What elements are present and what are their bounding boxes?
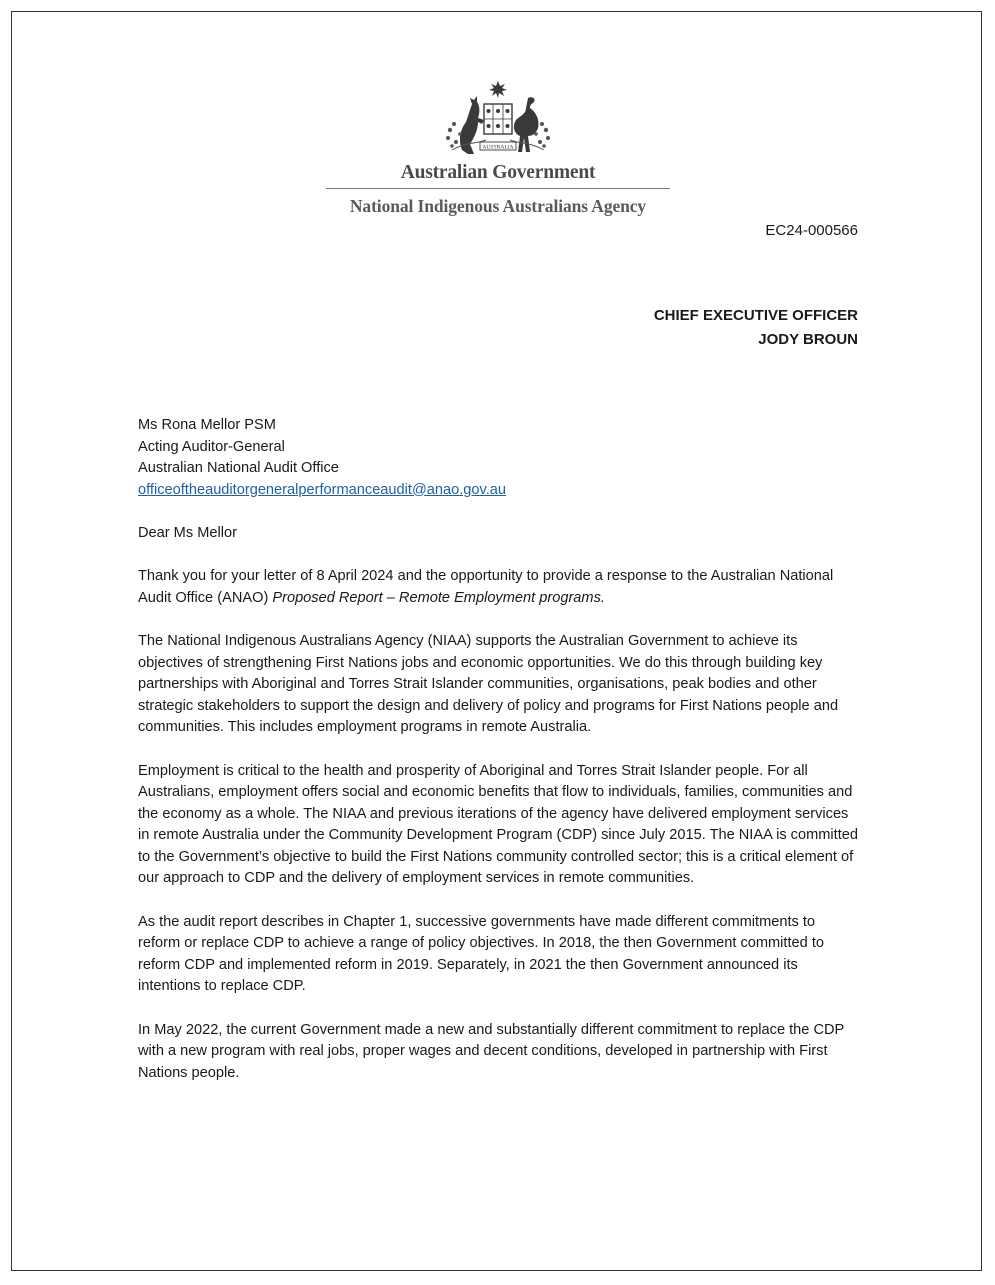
signatory-title: CHIEF EXECUTIVE OFFICER [653,307,858,324]
letterhead-divider [326,188,670,189]
signatory-block [654,304,858,352]
agency-name: National Indigenous Australians Agency [349,196,647,216]
recipient-organisation: Australian National Audit Office [138,460,339,477]
paragraph-5: In May 2022, the current Government made a new and substantially different commitment to replace the CDP with a new program with real jobs, proper wages and decent conditions, developed in partnership with First Nations people. [138,1021,845,1081]
salutation: Dear Ms Mellor [138,524,237,541]
recipient-email-link[interactable]: officeoftheauditorgeneralperformanceaudit@anao.gov.au [138,481,507,498]
paragraph-3: Employment is critical to the health and prosperity of Aboriginal and Torres Strait Islander people. For all Australians, employment offers social and economic benefits that flow to individuals, families, communities and the economy as a whole. The NIAA and previous iterations of the agency have delivered employment services in remote Australia under the Community Development Program (CDP) since July 2015. The NIAA is committed to the Government’s objective to build the First Nations community controlled sector; this is a critical element of our approach to CDP and the delivery of employment services in remote communities. [138,762,858,887]
recipient-role: Acting Auditor-General [138,438,285,455]
paragraph-2: The National Indigenous Australians Agency (NIAA) supports the Australian Government to achieve its objectives of strengthening First Nations jobs and economic opportunities. We do this through building key partnerships with Aboriginal and Torres Strait Islander communities, organisations, peak bodies and other strategic stakeholders to support the design and delivery of policy and programs for First Nations people and communities. This includes employment programs in remote Australia. [138,632,839,736]
svg-text:AUSTRALIA: AUSTRALIA [482,144,514,151]
recipient-name: Ms Rona Mellor PSM [138,417,276,433]
paragraph-4: As the audit report describes in Chapter 1, successive governments have made different commitments to reform or replace CDP to achieve a range of policy objectives. In 2018, the then Government committed to reform CDP and implemented reform in 2019. Separately, in 2021 the then Government announced its intentions to replace CDP. [138,913,824,995]
reference-number: EC24-000566 [765,222,858,239]
paragraph-1: Thank you for your letter of 8 April 2024 and the opportunity to provide a response to the Australian National Audit Office (ANAO) Proposed Report – Remote Employment programs. [138,568,834,606]
government-name: Australian Government [400,162,596,183]
letterhead [326,80,670,220]
letter-body [138,415,860,1106]
coat-of-arms-icon [440,80,556,160]
report-title: Proposed Report – Remote Employment programs. [272,589,605,606]
recipient-address [138,415,860,501]
signatory-name: JODY BROUN [758,331,858,348]
